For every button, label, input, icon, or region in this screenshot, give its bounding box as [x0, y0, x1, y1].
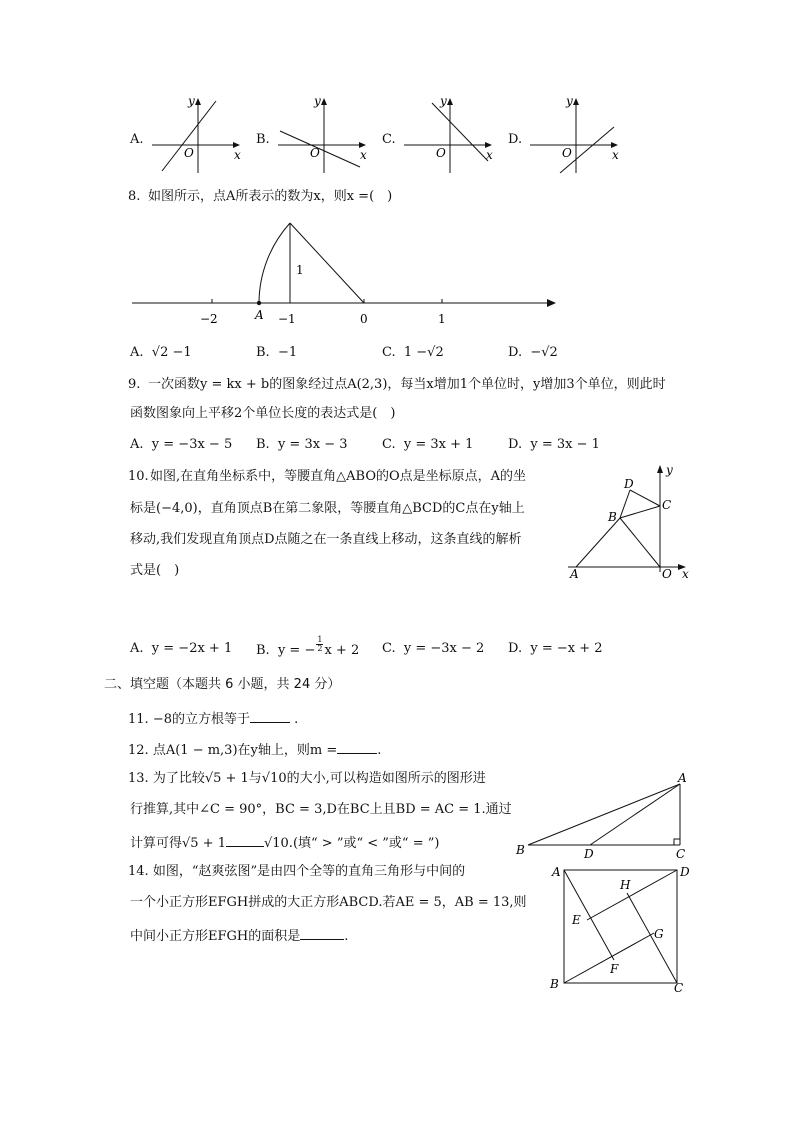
svg-text:O: O	[562, 146, 572, 160]
q13-line1: 13. 为了比较√5 + 1与√10的大小,可以构造如图所示的图形进	[128, 771, 486, 786]
q8-option-a[interactable]: A. √2 −1	[130, 345, 192, 360]
height-label: 1	[296, 263, 304, 277]
q7-option-c-letter: C.	[382, 132, 396, 147]
q12: 12. 点A(1 − m,3)在y轴上，则m = .	[128, 743, 382, 758]
q10-figure	[562, 462, 697, 582]
q12-answer-blank[interactable]	[337, 741, 377, 754]
q11-answer-blank[interactable]	[250, 710, 290, 723]
label-d: D	[624, 477, 634, 491]
q9-line2: 函数图象向上平移2个单位长度的表达式是( )	[130, 406, 396, 421]
q7-graph-a	[148, 95, 248, 175]
q7-option-d-letter: D.	[508, 132, 523, 147]
q10-line2: 标是(−4,0)，直角顶点B在第二象限，等腰直角△BCD的C点在y轴上	[130, 501, 525, 516]
q7-option-b-letter: B.	[256, 132, 270, 147]
q7-graph-b	[274, 95, 374, 175]
label-c: C	[674, 981, 684, 995]
label-b: B	[608, 510, 617, 524]
arc	[259, 223, 290, 303]
q13-line2: 行推算,其中∠C = 90°，BC = 3,D在BC上且BD = AC = 1.通过	[130, 802, 512, 817]
q8-number: 8.	[128, 189, 141, 204]
svg-text:O: O	[436, 146, 446, 160]
svg-text:x: x	[486, 148, 493, 162]
q9-option-a[interactable]: A. y = −3x − 5	[130, 437, 233, 452]
q13-answer-blank[interactable]	[226, 834, 264, 847]
label-x: x	[682, 567, 689, 581]
svg-text:O: O	[310, 146, 320, 160]
q13-figure	[512, 770, 702, 862]
tick-label: 1	[438, 312, 446, 326]
segment-bc	[620, 506, 660, 518]
label-d: D	[584, 847, 594, 861]
label-h: H	[620, 878, 631, 892]
q11: 11. −8的立方根等于 .	[128, 712, 299, 727]
tick-label: −2	[200, 312, 218, 326]
section-title: 二、填空题（本题共 6 小题，共 24 分）	[104, 677, 341, 692]
q10-line3: 移动,我们发现直角顶点D点随之在一条直线上移动，这条直线的解析	[130, 532, 522, 547]
segment-bd	[620, 490, 630, 518]
q10-option-d[interactable]: D. y = −x + 2	[508, 641, 603, 656]
label-g: G	[654, 927, 664, 941]
q14-line1: 14. 如图，“赵爽弦图”是由四个全等的直角三角形与中间的	[128, 864, 466, 879]
q7-option-a-letter: A.	[130, 132, 144, 147]
y-label: y	[188, 94, 195, 108]
q8-option-c[interactable]: C. 1 −√2	[382, 345, 444, 360]
x-label: x	[234, 148, 241, 162]
segment-dc	[630, 490, 660, 506]
number-line-arrow	[547, 299, 556, 307]
q13-line3: 计算可得√5 + 1 √10.(填“ > ”或“ < ”或“ = ”)	[130, 836, 440, 851]
svg-text:y: y	[566, 94, 573, 108]
y-axis-arrow	[195, 98, 201, 105]
label-f: F	[610, 962, 619, 976]
function-line	[280, 131, 360, 167]
q10-number: 10.	[128, 469, 149, 484]
q9-option-c[interactable]: C. y = 3x + 1	[382, 437, 474, 452]
label-y: y	[666, 463, 673, 477]
label-b: B	[550, 977, 559, 991]
q7-graph-c	[400, 95, 500, 175]
label-a: A	[678, 771, 687, 785]
svg-text:y: y	[314, 94, 321, 108]
q10-line1: 如图,在直角坐标系中，等腰直角△ABO的O点是坐标原点，A的坐	[150, 469, 527, 484]
q14-figure	[546, 860, 696, 996]
q9-option-b[interactable]: B. y = 3x − 3	[256, 437, 348, 452]
q14-answer-blank[interactable]	[300, 927, 344, 940]
point-a	[257, 301, 261, 305]
label-e: E	[572, 913, 581, 927]
segment-bo	[620, 518, 660, 567]
q9-option-d[interactable]: D. y = 3x − 1	[508, 437, 600, 452]
tick-label: 0	[360, 312, 368, 326]
label-a: A	[552, 865, 561, 879]
q8-option-d[interactable]: D. −√2	[508, 345, 558, 360]
q9-line1: 一次函数y = kx + b的图象经过点A(2,3)，每当x增加1个单位时，y增加3个单位，则此时	[148, 377, 666, 392]
svg-text:x: x	[360, 148, 367, 162]
svg-text:y: y	[440, 94, 447, 108]
svg-text:x: x	[612, 148, 619, 162]
q7-graph-d	[526, 95, 626, 175]
label-b: B	[516, 843, 525, 857]
label-a: A	[570, 567, 579, 581]
function-line	[162, 101, 216, 171]
tick-label: −1	[278, 312, 296, 326]
label-c: C	[662, 498, 672, 512]
q14-line3: 中间小正方形EFGH的面积是 .	[130, 929, 349, 944]
q10-option-b[interactable]: B. y = − $\frac{1}{2}$ x + 2	[256, 635, 360, 658]
q8-text: 如图所示，点A所表示的数为x，则x =( )	[148, 189, 393, 204]
q10-option-a[interactable]: A. y = −2x + 1	[130, 641, 233, 656]
segment-ab	[576, 518, 620, 567]
origin-label: O	[184, 146, 194, 160]
label-d: D	[680, 865, 690, 879]
q10-option-c[interactable]: C. y = −3x − 2	[382, 641, 485, 656]
q10-line4: 式是( )	[130, 563, 180, 578]
q14-line2: 一个小正方形EFGH拼成的大正方形ABCD.若AE = 5，AB = 13,则	[130, 895, 527, 910]
q8-option-b[interactable]: B. −1	[256, 345, 298, 360]
right-angle-mark	[674, 839, 680, 845]
q9-number: 9.	[128, 377, 141, 392]
point-a-label: A	[255, 308, 264, 322]
label-o: O	[662, 567, 672, 581]
q8-number-line-figure	[128, 215, 568, 330]
label-c: C	[676, 847, 686, 861]
